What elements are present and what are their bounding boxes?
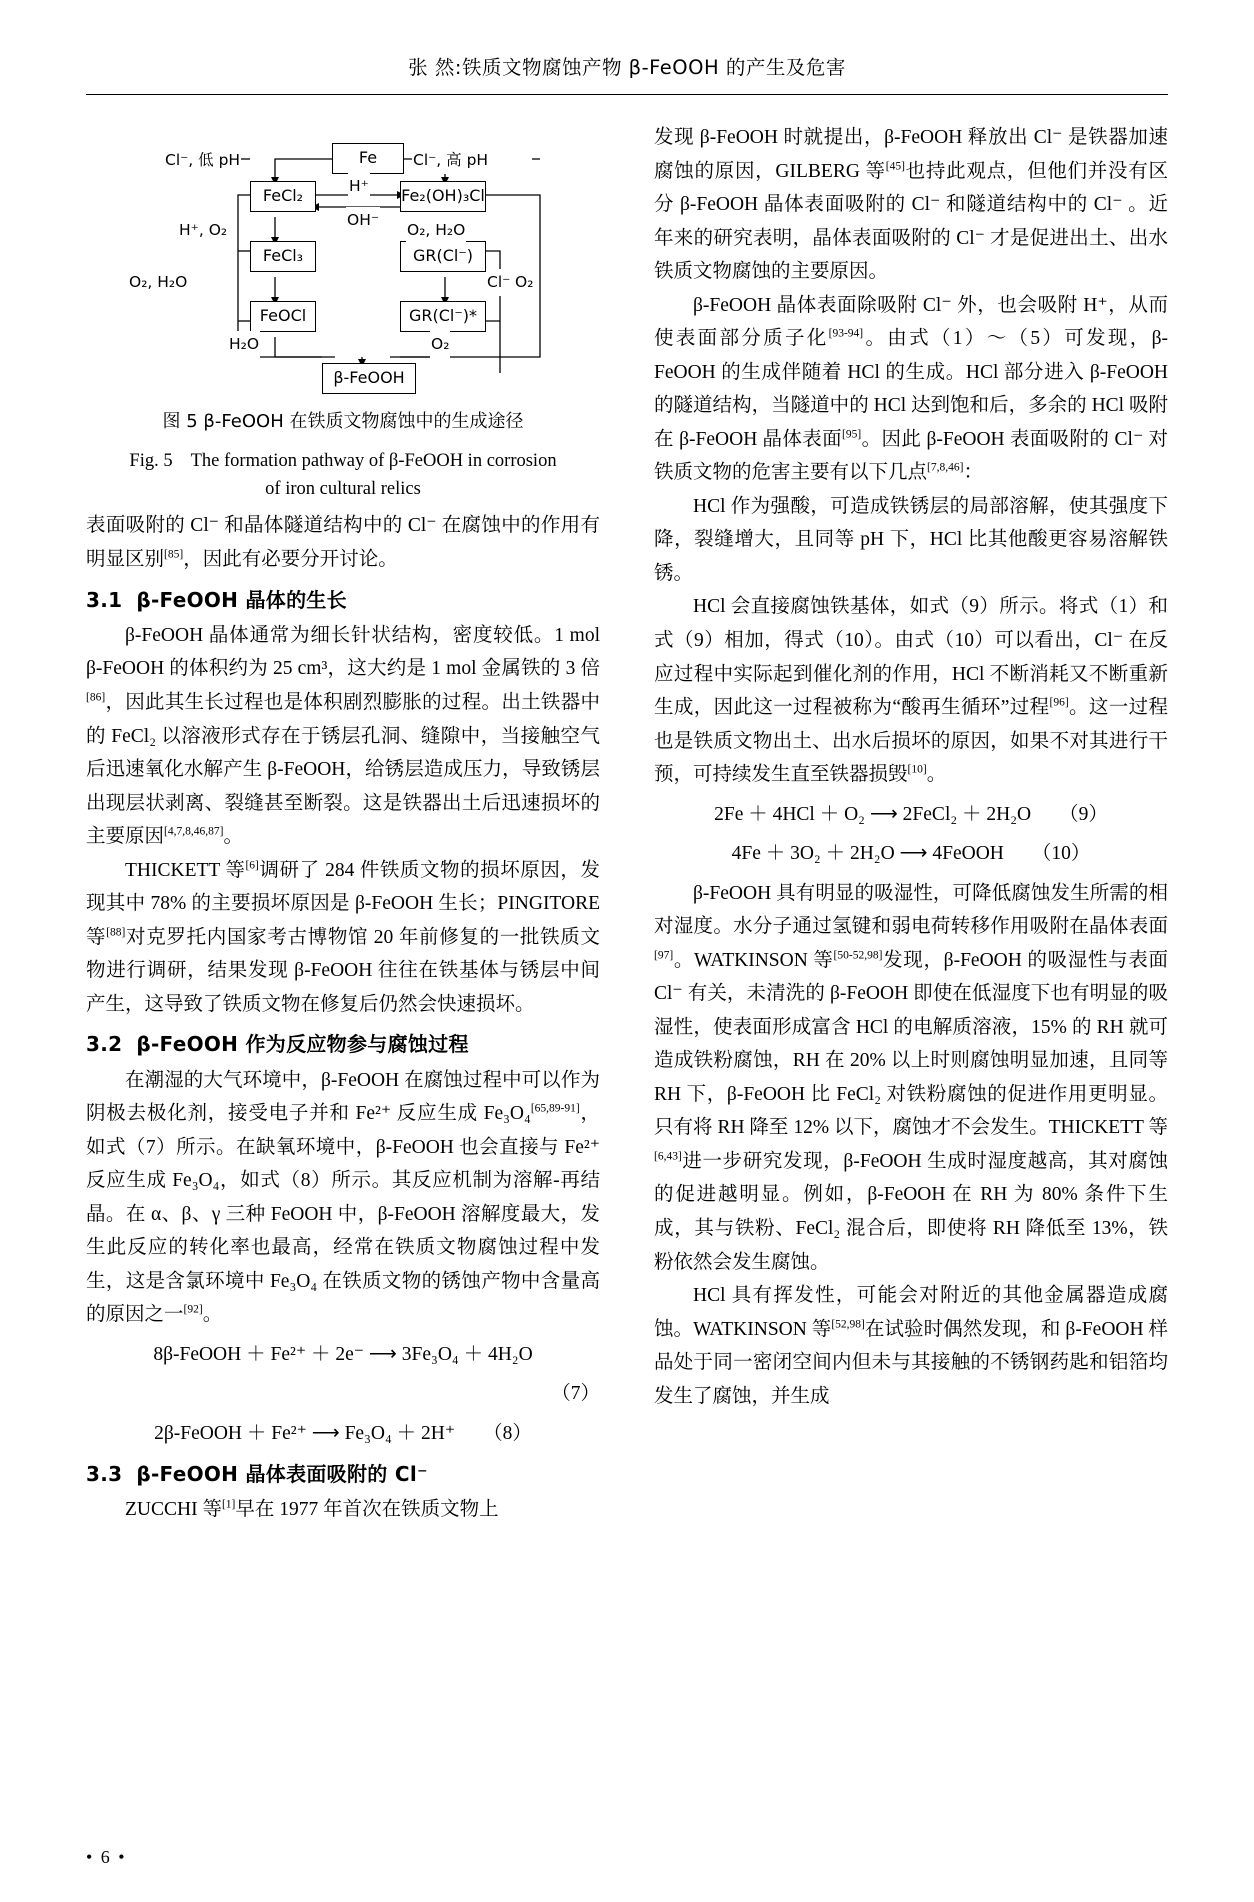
paragraph-left-5 — [86, 1493, 600, 1527]
r5-a: β-FeOOH 具有明显的吸湿性，可降低腐蚀发生所需的相对湿度。水分子通过氢键和弱电荷转移作用吸附在晶体表面 — [654, 882, 1168, 938]
node-fecl2: FeCl₂ — [250, 181, 316, 212]
node-grcl-star: GR(Cl⁻)* — [400, 301, 486, 332]
equation-8 — [86, 1417, 600, 1451]
equation-7 — [86, 1338, 600, 1372]
paragraph-right-4 — [654, 590, 1168, 791]
p2-ref1: [86] — [86, 691, 106, 704]
paragraph-right-5 — [654, 877, 1168, 1279]
node-fe: Fe — [332, 143, 404, 174]
node-feocl: FeOCl — [250, 301, 316, 332]
r5-ref2: [50-52,98] — [833, 949, 883, 962]
p2-c: 。 — [223, 826, 243, 848]
r5-b: 。WATKINSON 等 — [673, 949, 834, 971]
section-3-3-title: β-FeOOH 晶体表面吸附的 Cl⁻ — [136, 1461, 428, 1486]
p1-tail: ，因此有必要分开讨论。 — [183, 548, 398, 570]
r2-ref2: [95] — [842, 428, 862, 441]
figure-caption-cn: 图 5 β-FeOOH 在铁质文物腐蚀中的生成途径 — [162, 411, 524, 432]
section-heading-3-3 — [86, 1457, 600, 1491]
figure-caption-en-line1: The formation pathway of β-FeOOH in corrosion — [190, 450, 557, 471]
r5-ref3: [6,43] — [654, 1150, 682, 1163]
r1-b: 也持此观点，但他们并没有区分 β-FeOOH 晶体表面吸附的 Cl⁻ 和隧道结构中的 Cl⁻ 。近年来的研究表明，晶体表面吸附的 Cl⁻ 才是促进出土、出水铁质文物腐蚀的主要原因。 — [654, 160, 1168, 283]
r2-a: β-FeOOH 晶体表面除吸附 Cl⁻ 外，也会吸附 H⁺，从而使表面部分质子化 — [654, 294, 1168, 350]
label-o2-right: O₂ — [514, 269, 534, 296]
paragraph-right-1 — [654, 121, 1168, 289]
equation-10 — [654, 837, 1168, 871]
equation-10-body: 4Fe ＋ 3O₂ ＋ 2H₂O ⟶ 4FeOOH — [731, 843, 1004, 865]
section-heading-3-1 — [86, 583, 600, 617]
r4-b: 。这一过程也是铁质文物出土、出水后损坏的原因，如果不对其进行干预，可持续发生直至铁器损毁 — [654, 697, 1168, 786]
node-fecl3: FeCl₃ — [250, 241, 316, 272]
node-bfeooh: β-FeOOH — [322, 363, 416, 394]
page-number: • 6 • — [86, 1847, 127, 1867]
node-fe2ohcl: Fe₂(OH)₃Cl — [400, 181, 486, 212]
label-o2-h2o-right: O₂, H₂O — [406, 217, 466, 244]
p1-ref: [85] — [164, 548, 184, 561]
label-h-plus: H⁺ — [348, 173, 370, 200]
r1-ref: [45] — [885, 160, 905, 173]
equation-9 — [654, 798, 1168, 832]
equation-8-tag: （8） — [483, 1422, 532, 1444]
section-3-2-number: 3.2 — [86, 1032, 123, 1057]
label-left-top: Cl⁻, 低 pH — [164, 147, 241, 174]
equation-10-tag: （10） — [1031, 843, 1091, 865]
label-h2o-bottom: H₂O — [228, 331, 260, 358]
section-3-1-title: β-FeOOH 晶体的生长 — [136, 587, 347, 612]
section-3-2-title: β-FeOOH 作为反应物参与腐蚀过程 — [136, 1032, 469, 1057]
paragraph-right-3: HCl 作为强酸，可造成铁锈层的局部溶解，使其强度下降，裂缝增大，且同等 pH 下，HCl 比其他酸更容易溶解铁锈。 — [654, 495, 1168, 584]
r5-d: 进一步研究发现，β-FeOOH 生成时湿度越高，其对腐蚀的促进越明显。例如，β-FeOOH 在 RH 为 80% 条件下生成，其与铁粉、FeCl₂ 混合后，即使将 RH 降低至 13%，铁粉依然会发生腐蚀。 — [654, 1150, 1168, 1273]
p5-a: ZUCCHI 等 — [125, 1498, 222, 1520]
r2-ref1: [93-94] — [828, 327, 864, 340]
p3-ref2: [88] — [106, 926, 126, 939]
equation-7-tag-row — [86, 1377, 600, 1411]
equation-9-body: 2Fe ＋ 4HCl ＋ O₂ ⟶ 2FeCl₂ ＋ 2H₂O — [714, 803, 1032, 825]
p5-b: 早在 1977 年首次在铁质文物上 — [235, 1498, 499, 1520]
p3-b: 调研了 284 件铁质文物的损坏原因，发现其中 78% 的主要损坏原因是 β-FeOOH 生长；PINGITORE 等 — [86, 859, 600, 948]
r5-ref1: [97] — [654, 949, 674, 962]
figure-5 — [86, 125, 600, 503]
label-h-o2-left: H⁺, O₂ — [178, 217, 228, 244]
running-head: 张 然:铁质文物腐蚀产物 β-FeOOH 的产生及危害 — [408, 56, 846, 79]
label-o2-h2o-left: O₂, H₂O — [128, 269, 188, 296]
r1-a: 发现 β-FeOOH 时就提出，β-FeOOH 释放出 Cl⁻ 是铁器加速腐蚀的原因，GILBERG 等 — [654, 127, 1168, 182]
paragraph-left-1 — [86, 509, 600, 576]
r4-a: HCl 会直接腐蚀铁基体，如式（9）所示。将式（1）和式（9）相加，得式（10）。由式（10）可以看出，Cl⁻ 在反应过程中实际起到催化剂的作用，HCl 不断消耗又不断重新生成，因此这一过程被称为“酸再生循环”过程 — [654, 596, 1168, 719]
p3-c: 对克罗托内国家考古博物馆 20 年前修复的一批铁质文物进行调研，结果发现 β-FeOOH 往往在铁基体与锈层中间产生，这导致了铁质文物在修复后仍然会快速损坏。 — [86, 926, 600, 1015]
p4-c: 。 — [202, 1304, 223, 1326]
r4-ref2: [10] — [907, 763, 927, 776]
p3-a: THICKETT 等 — [125, 859, 246, 881]
label-oh-minus: OH⁻ — [346, 207, 380, 234]
section-3-1-number: 3.1 — [86, 587, 123, 612]
r6-ref: [52,98] — [831, 1318, 865, 1331]
p2-ref2: [4,7,8,46,87] — [164, 825, 224, 838]
p3-ref1: [6] — [245, 859, 259, 872]
r4-c: 。 — [926, 764, 947, 786]
label-cl-minus: Cl⁻ — [486, 269, 511, 296]
p4-ref1: [65,89-91] — [530, 1102, 580, 1115]
two-column-body — [86, 121, 1168, 1526]
p1-text: 表面吸附的 Cl⁻ 和晶体隧道结构中的 Cl⁻ 在腐蚀中的作用有明显区别 — [86, 515, 600, 570]
p4-a: 在潮湿的大气环境中，β-FeOOH 在腐蚀过程中可以作为阴极去极化剂，接受电子并和 Fe²⁺ 反应生成 Fe₃O₄ — [86, 1069, 600, 1125]
equation-7-tag: （7） — [551, 1383, 600, 1405]
paragraph-right-6 — [654, 1279, 1168, 1413]
label-o2-bottom: O₂ — [430, 331, 450, 358]
section-3-3-number: 3.3 — [86, 1461, 123, 1486]
figure-caption-en — [86, 448, 600, 504]
paragraph-left-4 — [86, 1064, 600, 1332]
figure-caption-en-lead: Fig. 5 — [129, 450, 173, 471]
figure-5-diagram — [100, 125, 570, 397]
equation-8-body: 2β-FeOOH ＋ Fe²⁺ ⟶ Fe₃O₄ ＋ 2H⁺ — [154, 1422, 456, 1444]
left-column — [86, 121, 600, 1526]
paragraph-left-2 — [86, 619, 600, 854]
r2-c: 。因此 β-FeOOH 表面吸附的 Cl⁻ 对铁质文物的危害主要有以下几点 — [654, 428, 1168, 484]
p4-ref2: [92] — [183, 1303, 203, 1316]
paragraph-left-3 — [86, 854, 600, 1022]
figure-caption-en-line2: of iron cultural relics — [265, 478, 421, 499]
r2-b: 。由式（1）～（5）可发现，β-FeOOH 的生成伴随着 HCl 的生成。HCl 部分进入 β-FeOOH 的隧道结构，当隧道中的 HCl 达到饱和后，多余的 HCl 吸附在 β-FeOOH 晶体表面 — [654, 328, 1168, 450]
r4-ref1: [96] — [1049, 696, 1069, 709]
p2-a: β-FeOOH 晶体通常为细长针状结构，密度较低。1 mol β-FeOOH 的体积约为 25 cm³，这大约是 1 mol 金属铁的 3 倍 — [86, 624, 600, 680]
r6-b: 在试验时偶然发现，和 β-FeOOH 样品处于同一密闭空间内但未与其接触的不锈钢药匙和铝箔均发生了腐蚀，并生成 — [654, 1318, 1168, 1407]
node-grcl: GR(Cl⁻) — [400, 241, 486, 272]
r5-c: 发现，β-FeOOH 的吸湿性与表面 Cl⁻ 有关，未清洗的 β-FeOOH 即使在低湿度下也有明显的吸湿性，使表面形成富含 HCl 的电解质溶液，15% 的 RH 就可造成铁粉腐蚀，RH 在 20% 以上时则腐蚀明显加速，且同等 RH 下，β-FeOOH 比 FeCl₂ 对铁粉腐蚀的促进作用更明显。只有将 RH 降至 12% 以下，腐蚀才不会发生。THICKETT 等 — [654, 949, 1168, 1139]
equation-9-tag: （9） — [1059, 803, 1108, 825]
paragraph-right-2 — [654, 289, 1168, 490]
p2-b: ，因此其生长过程也是体积剧烈膨胀的过程。出土铁器中的 FeCl₂ 以溶液形式存在于锈层孔洞、缝隙中，当接触空气后迅速氧化水解产生 β-FeOOH，给锈层造成压力，导致锈层出现层状剥离、裂缝甚至断裂。这是铁器出土后迅速损坏的主要原因 — [86, 691, 600, 848]
r2-ref3: [7,8,46] — [927, 461, 964, 474]
p4-b: ，如式（7）所示。在缺氧环境中，β-FeOOH 也会直接与 Fe²⁺ 反应生成 Fe₃O₄，如式（8）所示。其反应机制为溶解-再结晶。在 α、β、γ 三种 FeOOH 中，β-FeOOH 溶解度最大，发生此反应的转化率也最高，经常在铁质文物腐蚀过程中发生，这是含氯环境中 Fe₃O₄ 在铁质文物的锈蚀产物中含量高的原因之一 — [86, 1103, 600, 1326]
r2-d: ： — [963, 462, 983, 484]
right-column — [654, 121, 1168, 1526]
p5-ref: [1] — [221, 1498, 236, 1511]
header-rule — [86, 94, 1168, 95]
r6-a: HCl 具有挥发性，可能会对附近的其他金属器造成腐蚀。WATKINSON 等 — [654, 1285, 1168, 1340]
label-right-top: Cl⁻, 高 pH — [412, 147, 489, 174]
section-heading-3-2 — [86, 1027, 600, 1061]
equation-7-body: 8β-FeOOH ＋ Fe²⁺ ＋ 2e⁻ ⟶ 3Fe₃O₄ ＋ 4H₂O — [153, 1343, 533, 1365]
